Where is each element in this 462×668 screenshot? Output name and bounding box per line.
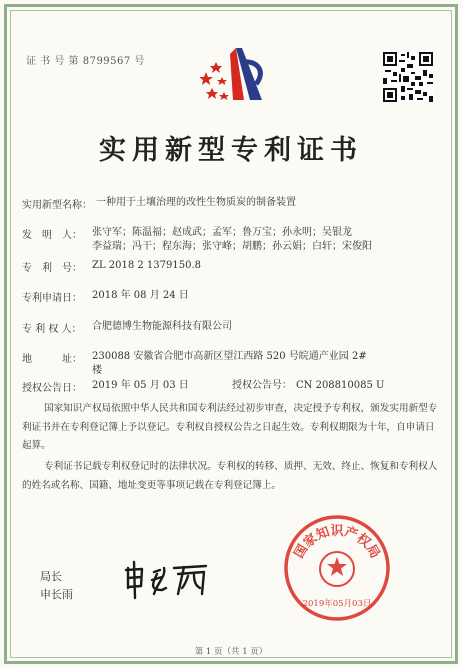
inventors-line1: 张守军；陈温福；赵成武；孟军；鲁万宝；孙永明；吴银龙 xyxy=(92,227,352,238)
patent-no-value: ZL 2018 2 1379150.8 xyxy=(92,260,202,271)
address-value-line2: 楼 xyxy=(92,365,102,376)
patent-no-label: 专 利 号： xyxy=(22,263,82,274)
director-signature xyxy=(122,560,212,600)
grant-statement: 国家知识产权局依照中华人民共和国专利法经过初步审查，决定授予专利权，颁发实用新型专利证书并在专利登记簿上予以登记。专利权自授权公告之日起生效。专利权期限为十年，自申请日起算。 xyxy=(22,403,438,451)
filing-date-value: 2018 年 08 月 24 日 xyxy=(92,290,189,301)
grant-no-label: 授权公告号： xyxy=(232,380,292,391)
qr-code xyxy=(383,52,433,102)
address-label: 地 址： xyxy=(22,354,82,365)
svg-text:2019年05月03日: 2019年05月03日 xyxy=(302,599,372,609)
svg-text:国家知识产权局: 国家知识产权局 xyxy=(291,524,383,562)
patentee-value: 合肥德博生物能源科技有限公司 xyxy=(92,321,232,332)
certificate-title: 实用新型专利证书 xyxy=(99,135,363,166)
inventors-line2: 李益瑞；冯干；程东海；张守峰；胡鹏；孙云娟；白轩；宋俊阳 xyxy=(92,241,372,252)
official-seal xyxy=(282,513,392,623)
filing-date-label: 专利申请日： xyxy=(22,293,82,304)
grant-date-value: 2019 年 05 月 03 日 xyxy=(92,380,189,391)
patentee-label: 专 利 权 人： xyxy=(22,324,82,335)
certificate-number: 证 书 号 第 8799567 号 xyxy=(26,56,145,67)
cnipa-logo xyxy=(200,42,272,110)
grant-no-value: CN 208810085 U xyxy=(296,380,385,391)
page-footer: 第 1 页（共 1 页） xyxy=(194,647,268,657)
grant-date-label: 授权公告日： xyxy=(22,383,82,394)
name-value: 一种用于土壤治理的改性生物质炭的制备装置 xyxy=(96,197,296,208)
director-name: 申长雨 xyxy=(40,588,73,601)
director-title: 局长 xyxy=(40,570,62,583)
legal-status-statement: 专利证书记载专利权登记时的法律状况。专利权的转移、质押、无效、终止、恢复和专利权人的姓名或名称、国籍、地址变更等事项记载在专利登记簿上。 xyxy=(22,461,438,491)
name-label: 实用新型名称： xyxy=(22,200,92,211)
address-value-line1: 230088 安徽省合肥市高新区望江西路 520 号皖通产业园 2# xyxy=(92,351,367,362)
inventor-label: 发 明 人： xyxy=(22,230,82,241)
